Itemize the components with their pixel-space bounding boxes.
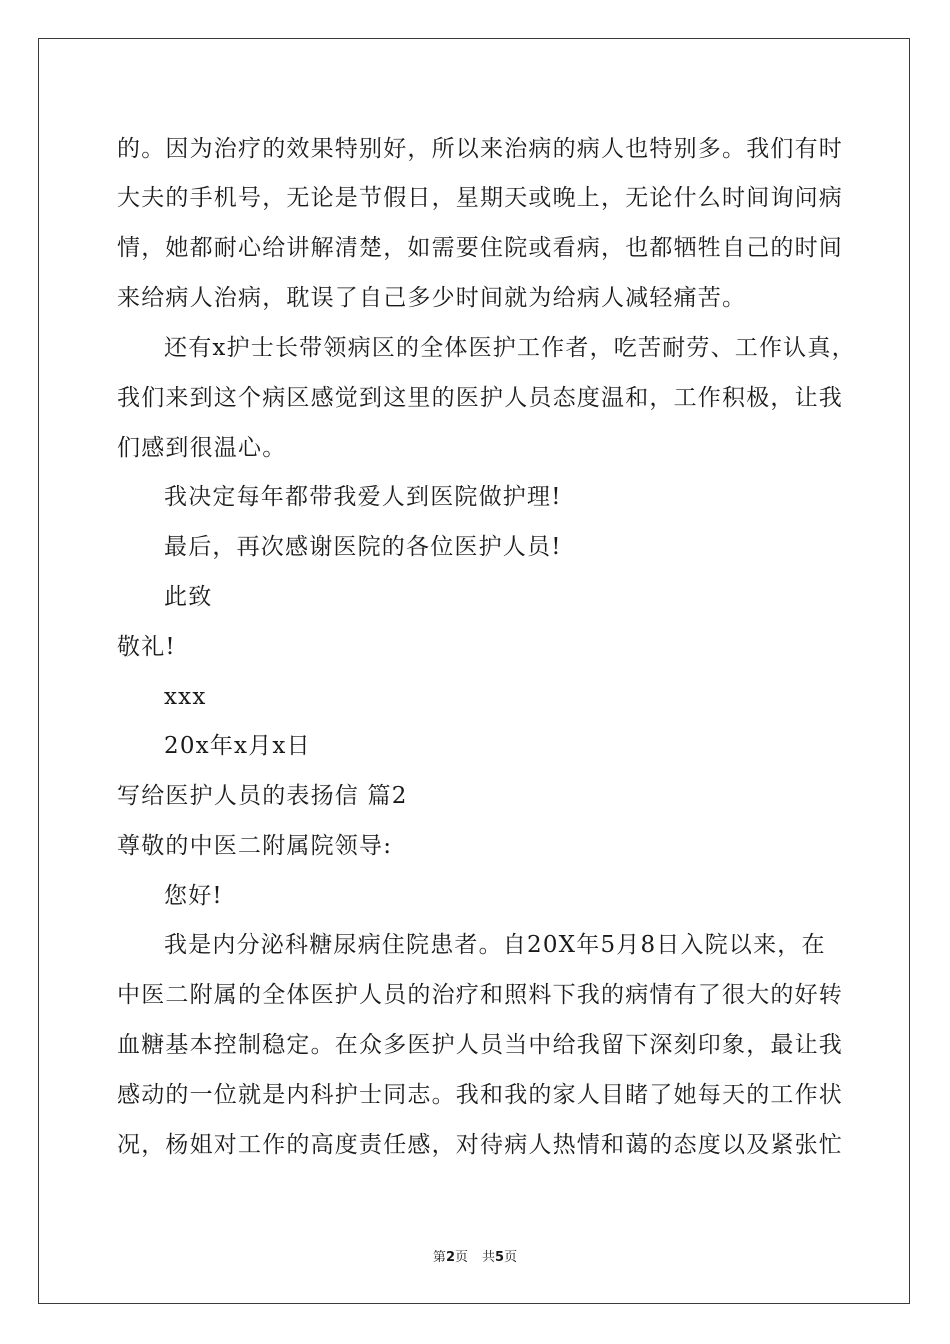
text-line: 的。因为治疗的效果特别好，所以来治病的病人也特别多。我们有时 xyxy=(117,136,843,162)
page-total: 共5页 xyxy=(482,1250,518,1265)
text-line: 大夫的手机号，无论是节假日，星期天或晚上，无论什么时间询问病 xyxy=(117,185,843,211)
text-line: 中医二附属的全体医护人员的治疗和照料下我的病情有了很大的好转 xyxy=(117,982,843,1008)
letter-greeting: 您好! xyxy=(164,883,223,909)
signature-date: 20x年x月x日 xyxy=(164,733,311,759)
page-border xyxy=(38,38,910,1304)
closing-regards: 敬礼! xyxy=(117,634,176,660)
text-line: 还有x护士长带领病区的全体医护工作者，吃苦耐劳、工作认真， xyxy=(164,335,856,361)
page-number: 第2页 xyxy=(432,1250,468,1265)
closing-salutation: 此致 xyxy=(164,584,213,610)
text-line: 情，她都耐心给讲解清楚，如需要住院或看病，也都牺牲自己的时间 xyxy=(117,235,843,261)
text-line: 来给病人治病，耽误了自己多少时间就为给病人减轻痛苦。 xyxy=(117,285,747,311)
page-footer xyxy=(0,1246,950,1265)
section-heading: 写给医护人员的表扬信 篇2 xyxy=(117,783,408,809)
text-line: 我是内分泌科糖尿病住院患者。自20X年5月8日入院以来，在 xyxy=(164,932,826,958)
text-line: 最后，再次感谢医院的各位医护人员! xyxy=(164,534,562,560)
text-line: 我们来到这个病区感觉到这里的医护人员态度温和，工作积极，让我 xyxy=(117,385,843,411)
text-line: 血糖基本控制稳定。在众多医护人员当中给我留下深刻印象，最让我 xyxy=(117,1032,843,1058)
text-line: 况，杨姐对工作的高度责任感，对待病人热情和蔼的态度以及紧张忙 xyxy=(117,1132,843,1158)
text-line: 我决定每年都带我爱人到医院做护理! xyxy=(164,484,562,510)
letter-recipient: 尊敬的中医二附属院领导: xyxy=(117,833,393,859)
text-line: 感动的一位就是内科护士同志。我和我的家人目睹了她每天的工作状 xyxy=(117,1082,843,1108)
text-line: 们感到很温心。 xyxy=(117,435,287,461)
signature-name: xxx xyxy=(164,684,207,710)
